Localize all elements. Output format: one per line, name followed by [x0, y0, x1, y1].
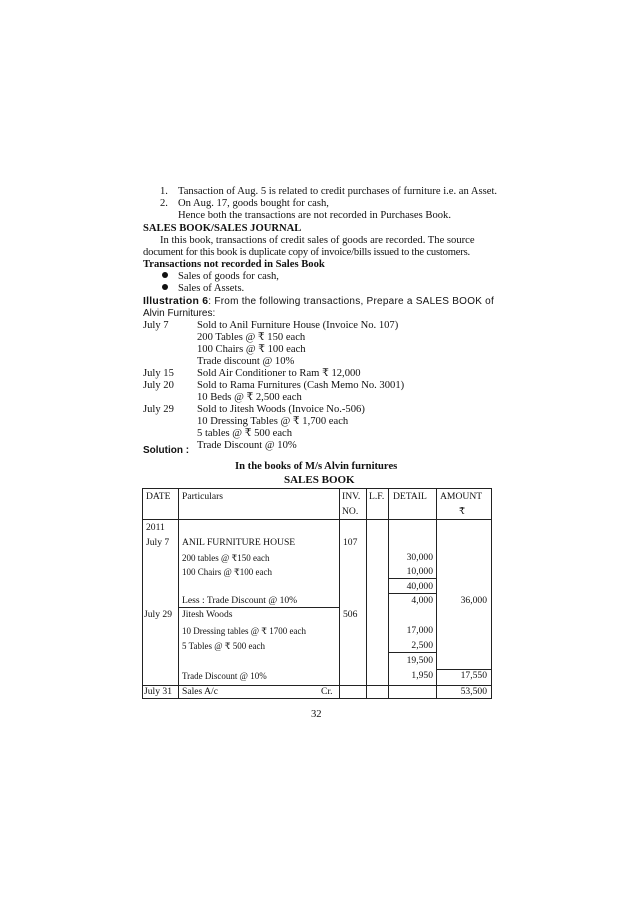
row-inv: 107	[343, 537, 358, 548]
row-inv: 506	[343, 609, 358, 620]
column-divider	[366, 489, 367, 698]
row-detail: 30,000	[406, 552, 433, 563]
transaction-line: 10 Dressing Tables @ ₹ 1,700 each	[197, 416, 349, 427]
row-detail: 2,500	[411, 640, 433, 651]
transaction-line: Sold to Anil Furniture House (Invoice No. 107)	[197, 320, 399, 331]
row-date: July 31	[144, 686, 172, 697]
row-detail: 19,500	[406, 655, 433, 666]
intro-line-2: document for this book is duplicate copy of invoice/bills issued to the customers.	[143, 247, 470, 258]
section-heading: SALES BOOK/SALES JOURNAL	[143, 223, 302, 234]
column-divider	[178, 489, 179, 698]
row-cr: Cr.	[321, 686, 333, 697]
row-particulars: 10 Dressing tables @ ₹ 1700 each	[182, 626, 306, 636]
transaction-line: Sold Air Conditioner to Ram ₹ 12,000	[197, 368, 361, 379]
bullet-text: Sales of Assets.	[178, 283, 245, 294]
sales-book-table	[142, 488, 492, 699]
intro-line-1: In this book, transactions of credit sales of goods are recorded. The source	[160, 235, 475, 246]
note-number: 1.	[160, 186, 168, 197]
transaction-line: 10 Beds @ ₹ 2,500 each	[197, 392, 302, 403]
header-divider	[143, 519, 491, 520]
column-divider	[339, 489, 340, 698]
subtotal-rule	[179, 607, 339, 608]
transaction-date: July 7	[143, 320, 169, 331]
bullet-item-1	[162, 271, 279, 283]
row-particulars: 200 tables @ ₹150 each	[182, 553, 270, 563]
transaction-line: Sold to Jitesh Woods (Invoice No.-506)	[197, 404, 365, 415]
column-divider	[436, 489, 437, 698]
row-detail: 40,000	[406, 581, 433, 592]
books-heading: In the books of M/s Alvin furnitures	[235, 461, 398, 472]
row-particulars: ANIL FURNITURE HOUSE	[182, 537, 296, 548]
page-number: 32	[311, 709, 322, 720]
row-detail: 10,000	[406, 566, 433, 577]
header-currency: ₹	[459, 506, 466, 517]
transaction-line: 200 Tables @ ₹ 150 each	[197, 332, 306, 343]
subtotal-rule	[389, 593, 436, 594]
header-particulars: Particulars	[182, 491, 224, 502]
note-text: On Aug. 17, goods bought for cash,	[178, 198, 329, 209]
header-date: DATE	[146, 491, 171, 502]
header-inv: INV.	[342, 491, 361, 502]
book-title: SALES BOOK	[284, 474, 355, 486]
row-particulars: Less : Trade Discount @ 10%	[182, 595, 298, 606]
header-inv-no: NO.	[342, 506, 359, 517]
bullet-text: Sales of goods for cash,	[178, 271, 279, 282]
illustration-line-2: Alvin Furnitures:	[143, 308, 216, 319]
note-number: 2.	[160, 198, 168, 209]
row-particulars: Jitesh Woods	[182, 609, 233, 620]
row-date: 2011	[146, 522, 165, 533]
transaction-date: July 15	[143, 368, 174, 379]
note-2	[160, 198, 329, 210]
bullet-icon	[162, 284, 168, 290]
illustration-text: : From the following transactions, Prepare a SALES BOOK of	[208, 296, 495, 307]
transaction-line: 100 Chairs @ ₹ 100 each	[197, 344, 306, 355]
header-lf: L.F.	[369, 491, 385, 502]
row-amount: 36,000	[460, 595, 487, 606]
note-3	[178, 210, 451, 222]
illustration-label: Illustration 6	[143, 296, 209, 307]
not-recorded-heading: Transactions not recorded in Sales Book	[143, 259, 325, 270]
illustration-line	[143, 296, 494, 308]
row-date: July 7	[146, 537, 170, 548]
header-detail: DETAIL	[393, 491, 427, 502]
row-detail: 4,000	[411, 595, 433, 606]
row-particulars: Trade Discount @ 10%	[182, 671, 267, 681]
row-detail: 17,000	[406, 625, 433, 636]
note-text: Hence both the transactions are not recorded in Purchases Book.	[178, 210, 451, 221]
row-particulars: 100 Chairs @ ₹100 each	[182, 567, 272, 577]
row-particulars: Sales A/c	[182, 686, 218, 697]
row-date: July 29	[144, 609, 172, 620]
bullet-item-2	[162, 283, 244, 295]
note-text: Tansaction of Aug. 5 is related to credit purchases of furniture i.e. an Asset.	[178, 186, 498, 197]
row-particulars: 5 Tables @ ₹ 500 each	[182, 641, 265, 651]
transaction-line: Sold to Rama Furnitures (Cash Memo No. 3001)	[197, 380, 405, 391]
row-detail: 1,950	[411, 670, 433, 681]
row-amount: 53,500	[460, 686, 487, 697]
subtotal-rule	[389, 578, 436, 579]
transaction-line: Trade discount @ 10%	[197, 356, 295, 367]
bullet-icon	[162, 272, 168, 278]
transaction-date: July 20	[143, 380, 174, 391]
transaction-line: 5 tables @ ₹ 500 each	[197, 428, 293, 439]
note-1	[160, 186, 498, 198]
header-amount: AMOUNT	[440, 491, 483, 502]
row-amount: 17,550	[460, 670, 487, 681]
solution-label: Solution :	[143, 445, 190, 456]
transaction-date: July 29	[143, 404, 174, 415]
subtotal-rule	[389, 652, 436, 653]
transaction-line: Trade Discount @ 10%	[197, 440, 297, 451]
